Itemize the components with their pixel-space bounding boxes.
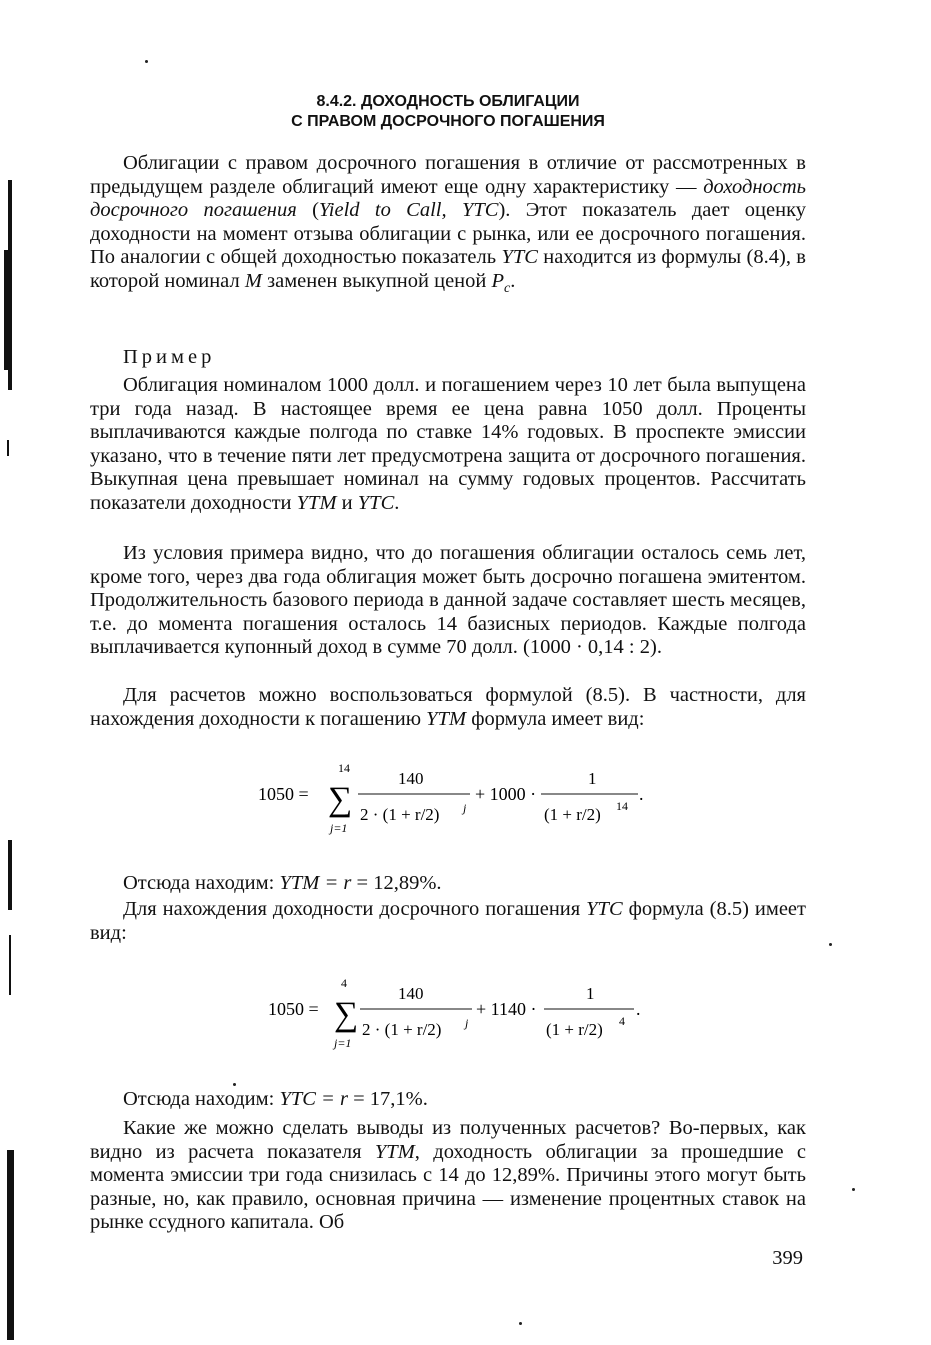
- intro-text: заменен выкупной ценой: [261, 269, 492, 292]
- result-label: Отсюда находим:: [123, 872, 280, 894]
- ytc-result: [123, 1087, 428, 1111]
- sigma-symbol: ∑: [334, 996, 359, 1033]
- scan-artifact: [7, 1150, 14, 1340]
- example-text: .: [394, 491, 400, 514]
- intro-text: (: [296, 199, 319, 222]
- intro-paragraph: [90, 152, 806, 301]
- example-label: Пример: [123, 346, 216, 368]
- formula-lhs: 1050 =: [258, 784, 309, 804]
- example-text: и: [336, 491, 358, 514]
- para-text: Для нахождения доходности досрочного погашения: [123, 898, 587, 920]
- conditions-paragraph: Из условия примера видно, что до погашения облигации осталось семь лет, кроме того, через два года облигация может быть досрочно погашена эмитентом. Продолжительность базового периода в данной задаче составляет шесть месяцев, т.е. до момента погашения осталось 14 базисных периодов. Каждые полгода выплачивается купонный доход в сумме 70 долл. (1000 · 0,14 : 2).: [90, 542, 806, 659]
- pc-term: P: [491, 269, 505, 292]
- formula-lhs: 1050 =: [268, 999, 319, 1019]
- m-term: M: [244, 269, 262, 292]
- scan-artifact: [7, 440, 9, 456]
- para-text: формула имеет вид:: [466, 707, 645, 730]
- numerator-coupon: 140: [398, 984, 424, 1003]
- para-text: Какие же можно сделать выводы из полученных расчетов? Во-первых, как видно из расчета показателя: [90, 1117, 806, 1163]
- section-heading-line1: 8.4.2. ДОХОДНОСТЬ ОБЛИГАЦИИ: [316, 93, 580, 110]
- ytc-formula-svg: [268, 973, 678, 1053]
- ytc-intro-paragraph: [90, 898, 806, 945]
- formula-end: .: [636, 999, 641, 1019]
- formula-end: .: [639, 784, 644, 804]
- intro-text: Облигации с правом досрочного погашения в отличие от рассмотренных в предыдущем разделе облигаций имеют еще одну характеристику —: [90, 152, 806, 198]
- intro-text: ). Этот показатель дает оценку доходности на момент отзыва облигации с рынка, или ее досрочного погашения. По аналогии с общей доходностью показатель: [90, 199, 806, 269]
- denominator-discount: (1 + r/2): [544, 805, 601, 824]
- page-number: 399: [772, 1247, 803, 1269]
- term-italic: доходность досрочного погашения: [90, 175, 806, 222]
- ytm-term: YTM: [374, 1140, 415, 1163]
- formula-plus-callprice: + 1140 ·: [476, 999, 537, 1019]
- example-text: Облигация номиналом 1000 долл. и погашением через 10 лет была выпущена три года назад. В настоящее время ее цена равна 1050 долл. Проценты выплачиваются каждые полгода по ставке 14% годовых. В проспекте эмиссии указано, что в течение пяти лет предусмотрена защита от досрочного погашения. Выкупная цена превышает номинал на сумму годовых процентов. Рассчитать показатели доходности: [90, 374, 806, 514]
- conclusion-paragraph: [90, 1117, 806, 1235]
- scan-speck: [829, 943, 832, 946]
- formula-plus-nominal: + 1000 ·: [475, 784, 537, 804]
- sum-lower-limit: j=1: [334, 1036, 352, 1050]
- scan-artifact: [4, 250, 9, 370]
- formula-intro-paragraph: [90, 684, 806, 731]
- term-english: Yield to Call, YTC: [318, 199, 499, 222]
- scan-speck: [519, 1322, 522, 1325]
- denominator-power: 4: [619, 1014, 625, 1028]
- ytc-term: YTC: [586, 898, 623, 920]
- result-variable: YTM = r: [279, 872, 352, 894]
- sum-upper-limit: 14: [338, 761, 350, 775]
- denominator-exponent: j: [465, 1016, 469, 1030]
- para-text: , доходность облигации за прошедшие с момента эмиссии три года снизилась с 14 до 12,89%. Причины этого могут быть разные, но, как правило, основная причина — изменение процентных ставок на рынке ссудного капитала. Об: [90, 1140, 806, 1234]
- example-paragraph: [90, 374, 806, 516]
- denominator-exponent: j: [463, 801, 467, 815]
- denominator-coupon: 2 · (1 + r/2): [362, 1020, 442, 1039]
- scan-speck: [233, 1083, 236, 1086]
- denominator-discount: (1 + r/2): [546, 1020, 603, 1039]
- scan-artifact: [8, 840, 12, 910]
- result-variable: YTC = r: [279, 1088, 348, 1110]
- ytm-term: YTM: [426, 707, 467, 730]
- ytc-term: YTC: [357, 491, 395, 514]
- ytm-result: [123, 871, 442, 895]
- scan-speck: [145, 60, 148, 63]
- intro-text: .: [510, 269, 516, 292]
- scan-artifact: [9, 935, 11, 995]
- para-text: формула (8.5) имеет вид:: [90, 898, 806, 944]
- sigma-symbol: ∑: [328, 781, 353, 818]
- numerator-one: 1: [588, 769, 597, 788]
- pc-subscript: c: [504, 281, 511, 297]
- intro-text: находится из формулы (8.4), в которой номинал: [90, 246, 806, 292]
- result-value: = 12,89%.: [351, 872, 442, 894]
- ytc-formula: [268, 973, 678, 1058]
- sum-lower-limit: j=1: [330, 821, 348, 835]
- ytc-term: YTC: [501, 246, 538, 269]
- section-heading-line2: С ПРАВОМ ДОСРОЧНОГО ПОГАШЕНИЯ: [291, 113, 605, 130]
- para-text: Для расчетов можно воспользоваться формулой (8.5). В частности, для нахождения доходности к погашению: [90, 684, 806, 730]
- result-value: = 17,1%.: [347, 1088, 428, 1110]
- ytm-formula-svg: [258, 758, 678, 838]
- ytm-formula: [258, 758, 678, 843]
- sum-upper-limit: 4: [341, 976, 347, 990]
- numerator-coupon: 140: [398, 769, 424, 788]
- denominator-power: 14: [616, 799, 628, 813]
- denominator-coupon: 2 · (1 + r/2): [360, 805, 440, 824]
- section-heading: [90, 92, 806, 132]
- result-label: Отсюда находим:: [123, 1088, 280, 1110]
- scan-speck: [852, 1188, 855, 1191]
- ytm-term: YTM: [296, 491, 337, 514]
- numerator-one: 1: [586, 984, 595, 1003]
